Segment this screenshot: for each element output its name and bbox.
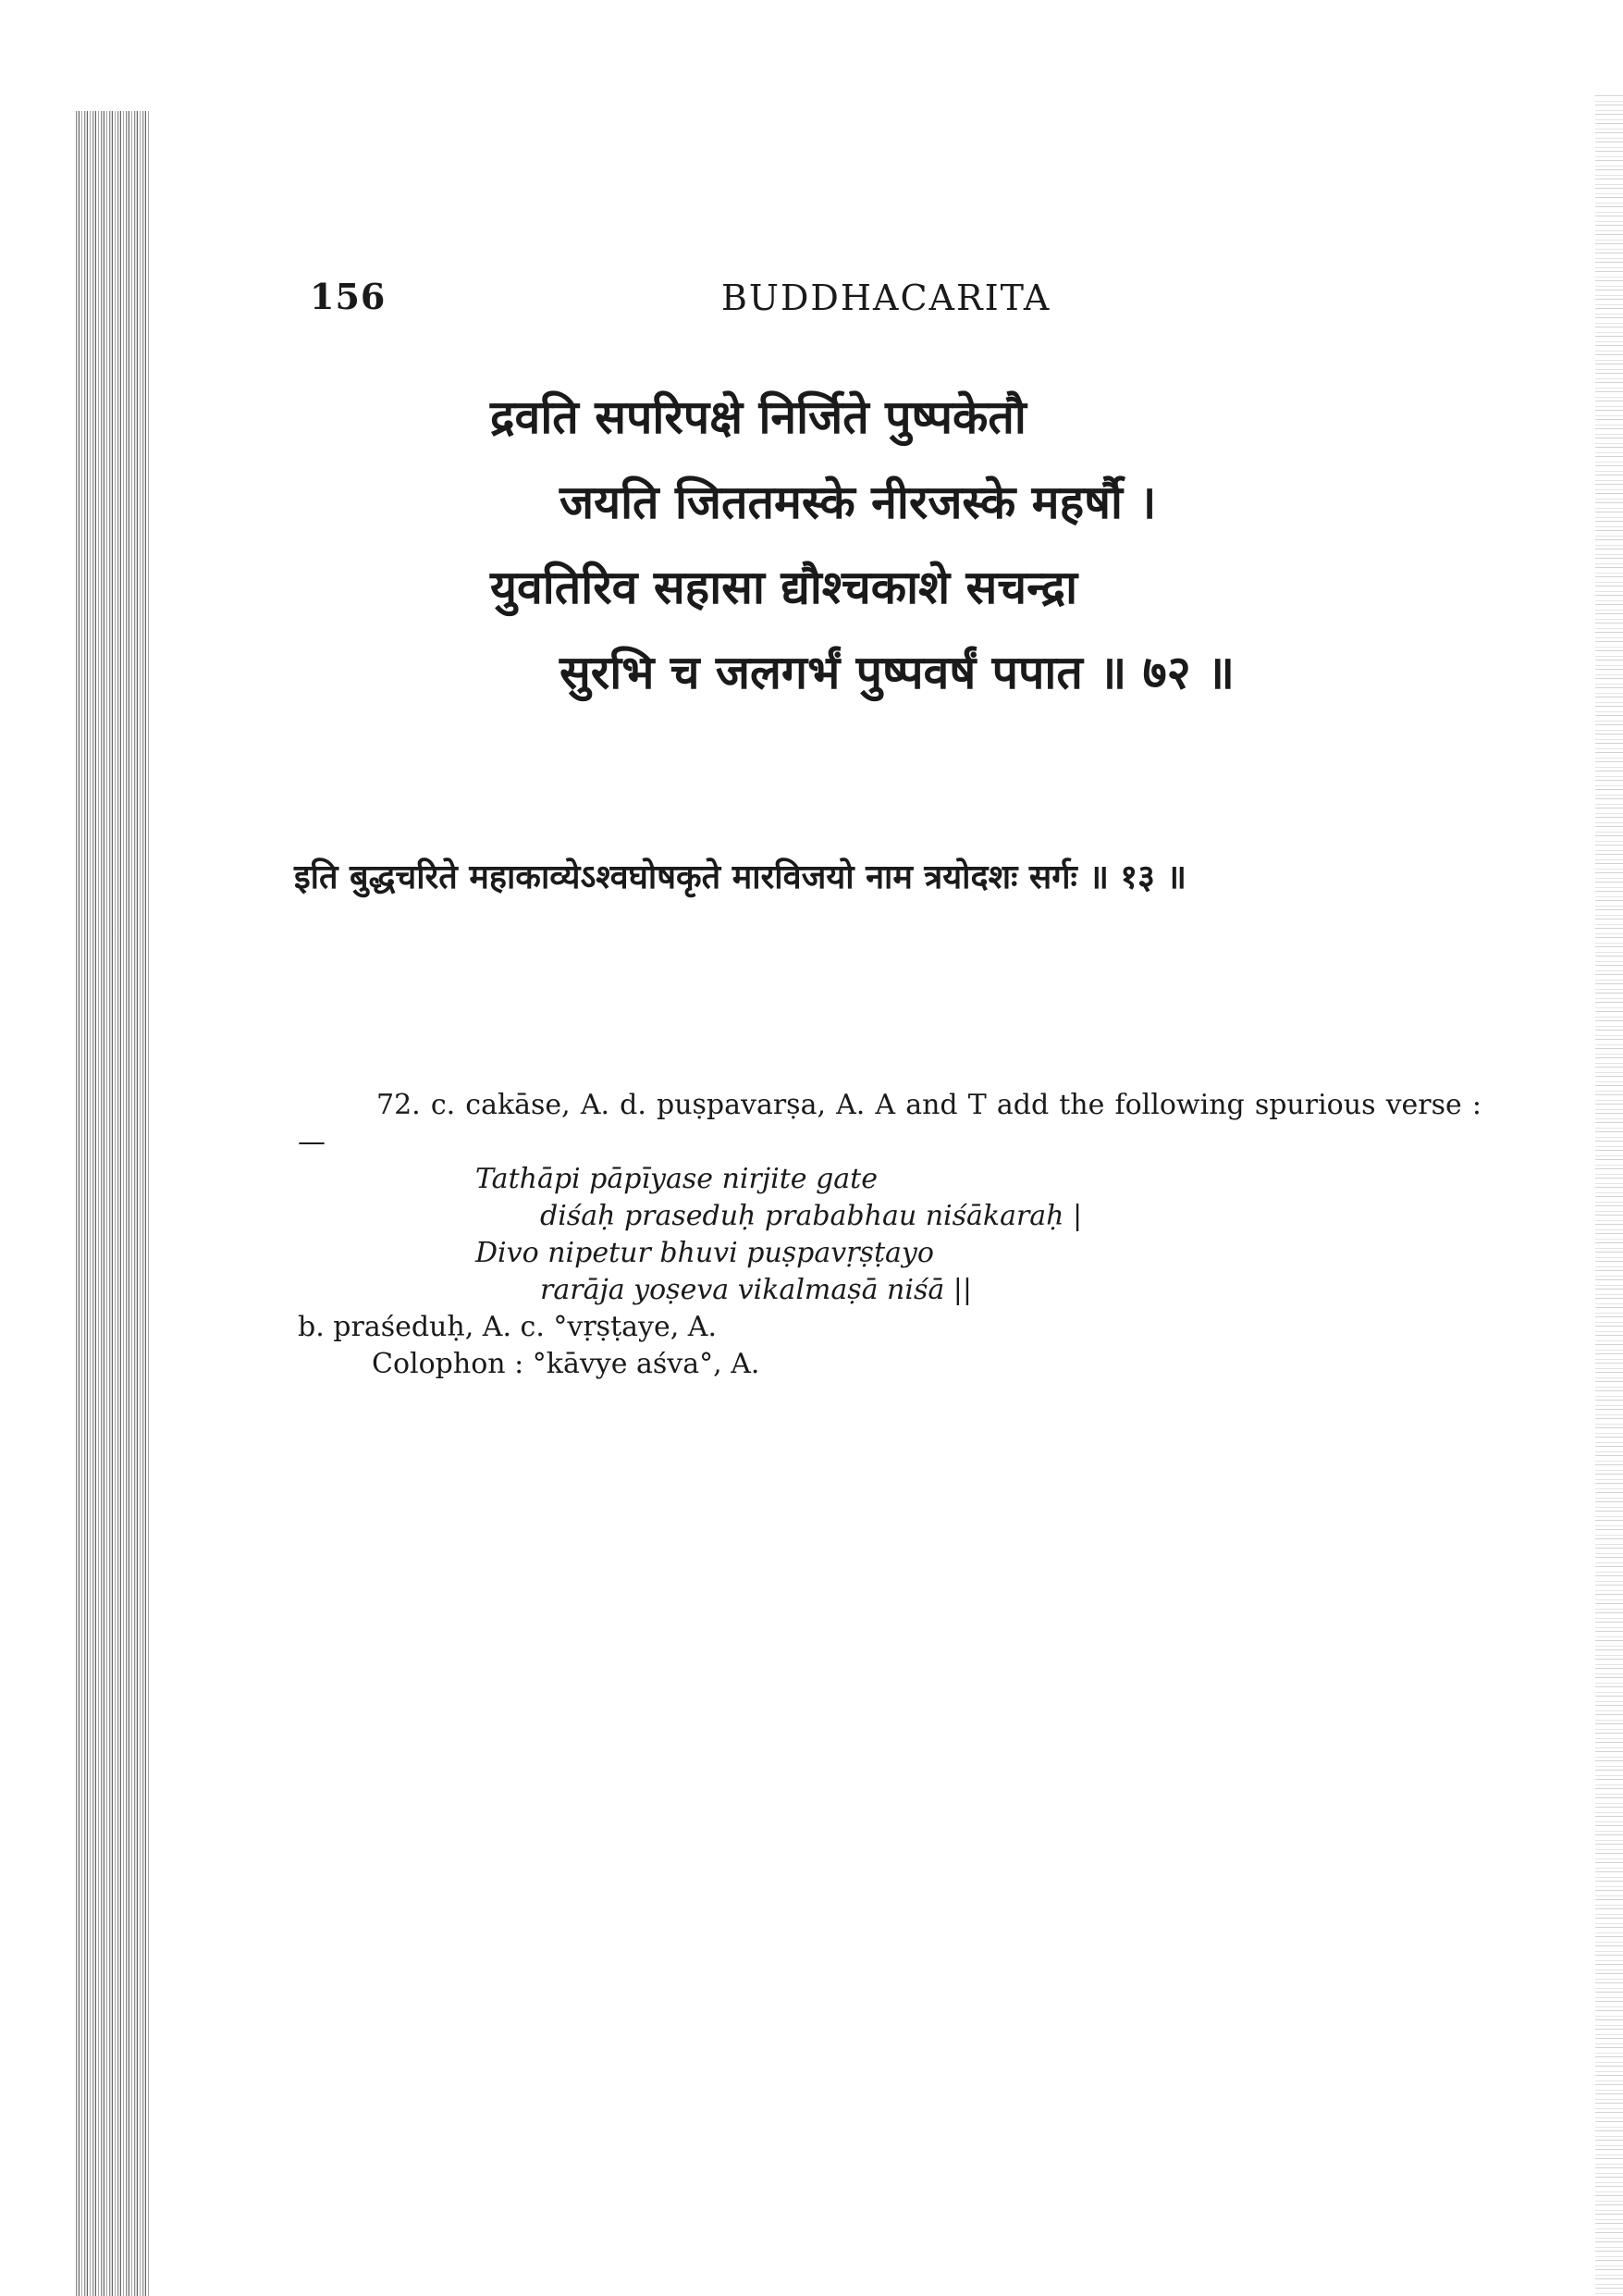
- canto-colophon: इति बुद्धचरिते महाकाव्येऽश्वघोषकृते मारविजयो नाम त्रयोदशः सर्गः ॥ १३ ॥: [294, 858, 1187, 896]
- page-edge: [1595, 93, 1623, 2296]
- note-72: 72. c. cakāse, A. d. puṣpavarṣa, A. A and T add the following spurious verse :—: [298, 1089, 1482, 1158]
- colophon-note: Colophon : °kāvye aśva°, A.: [372, 1348, 760, 1380]
- sanskrit-verse: [490, 375, 1235, 715]
- spurious-line-2: diśaḥ praseduḥ prababhau niśākaraḥ |: [540, 1200, 1083, 1232]
- spurious-line-3: Divo nipetur bhuvi puṣpavṛṣṭayo: [475, 1237, 934, 1269]
- footnotes: [298, 1087, 1482, 1383]
- verse-line-a: द्रवति सपरिपक्षे निर्जिते पुष्पकेतौ: [490, 390, 1027, 444]
- book-binding-shadow: [74, 111, 150, 2296]
- spurious-verse: [475, 1161, 1482, 1309]
- verse-line-b: जयति जिततमस्के नीरजस्के महर्षौ ।: [559, 475, 1157, 529]
- variant-note: b. praśeduḥ, A. c. °vṛṣṭaye, A.: [298, 1311, 717, 1343]
- verse-line-d: सुरभि च जलगर्भं पुष्पवर्षं पपात ॥ ७२ ॥: [559, 646, 1235, 699]
- running-title: BUDDHACARITA: [721, 278, 1051, 318]
- spurious-line-1: Tathāpi pāpīyase nirjite gate: [475, 1163, 878, 1195]
- page-number: 156: [310, 276, 387, 317]
- spurious-line-4: rarāja yoṣeva vikalmaṣā niśā ||: [540, 1274, 973, 1306]
- verse-line-c: युवतिरिव सहासा द्यौश्चकाशे सचन्द्रा: [490, 561, 1078, 614]
